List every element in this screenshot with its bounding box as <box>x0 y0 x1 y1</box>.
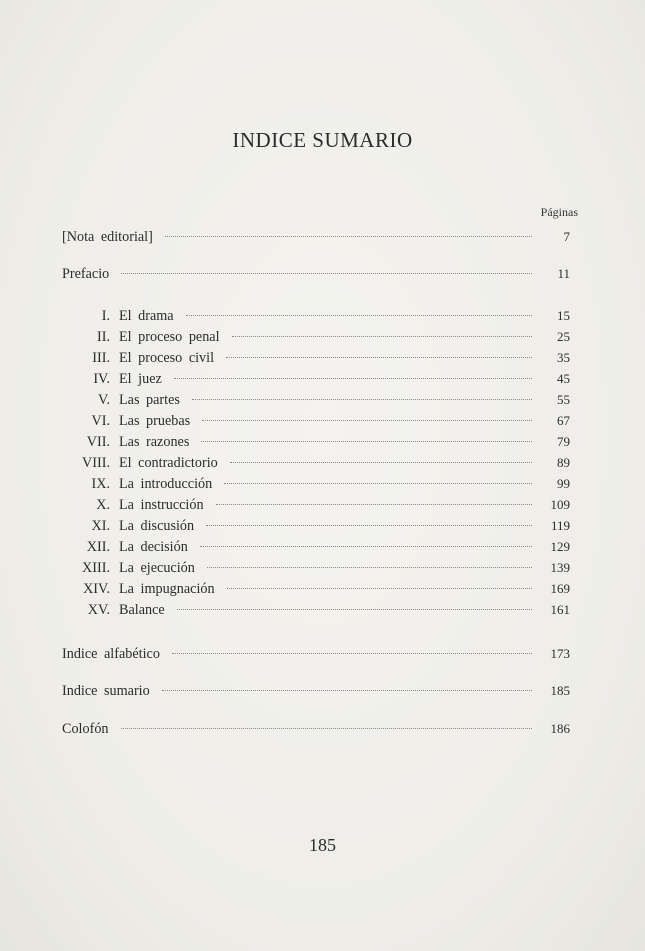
chapter-title: El contradictorio <box>119 455 218 471</box>
chapter-title: La impugnación <box>119 581 215 597</box>
chapter-title: La introducción <box>119 476 213 492</box>
chapter-page: 15 <box>557 308 570 323</box>
toc-chapter-viii <box>62 454 570 472</box>
chapter-number: IV. <box>93 371 110 387</box>
toc-entry-label: Colofón <box>62 721 109 737</box>
toc-chapter-xiii <box>62 559 570 577</box>
leader-dots <box>200 546 532 547</box>
chapter-number: V. <box>98 392 110 408</box>
leader-dots <box>226 357 532 358</box>
pages-column-header: Páginas <box>540 205 578 219</box>
chapter-number: XV. <box>87 602 110 618</box>
toc-entry-page: 11 <box>557 266 570 281</box>
toc-entry-prefacio <box>62 265 570 283</box>
chapter-title: Las partes <box>119 392 180 408</box>
toc-chapter-vi <box>62 412 570 430</box>
chapter-title: Las razones <box>119 434 190 450</box>
toc-chapter-xv <box>62 601 570 619</box>
leader-dots <box>216 504 532 505</box>
chapter-number: VI. <box>91 413 110 429</box>
chapter-page: 129 <box>550 539 570 554</box>
toc-chapter-xi <box>62 517 570 535</box>
chapter-number: II. <box>97 329 110 345</box>
toc-chapter-i <box>62 307 570 325</box>
chapter-title: La decisión <box>119 539 188 555</box>
chapter-title: Balance <box>119 602 165 618</box>
chapter-page: 45 <box>557 371 570 386</box>
toc-entry-label: [Nota editorial] <box>62 229 153 245</box>
leader-dots <box>232 336 532 337</box>
chapter-title: El proceso penal <box>119 329 220 345</box>
chapter-number: VII. <box>86 434 110 450</box>
toc-chapter-xiv <box>62 580 570 598</box>
chapter-page: 161 <box>550 602 570 617</box>
chapter-page: 99 <box>557 476 570 491</box>
toc-chapter-iii <box>62 349 570 367</box>
toc-entry-indice-sumario <box>62 682 570 700</box>
chapter-number: XI. <box>91 518 110 534</box>
leader-dots <box>192 399 532 400</box>
page-folio-number: 185 <box>309 835 336 855</box>
leader-dots <box>230 462 532 463</box>
leader-dots <box>121 728 532 729</box>
toc-entry-nota-editorial <box>62 228 570 246</box>
chapter-page: 55 <box>557 392 570 407</box>
chapter-number: XII. <box>86 539 110 555</box>
leader-dots <box>121 273 532 274</box>
chapter-title: El juez <box>119 371 162 387</box>
chapter-title: El proceso civil <box>119 350 215 366</box>
toc-entry-page: 173 <box>550 646 570 661</box>
leader-dots <box>177 609 532 610</box>
chapter-page: 119 <box>550 518 570 533</box>
chapter-page: 89 <box>557 455 570 470</box>
chapter-number: XIV. <box>83 581 110 597</box>
toc-chapter-iv <box>62 370 570 388</box>
chapter-number: XIII. <box>82 560 110 576</box>
chapter-title: La instrucción <box>119 497 204 513</box>
chapter-number: X. <box>96 497 110 513</box>
leader-dots <box>174 378 532 379</box>
chapter-number: I. <box>101 308 110 324</box>
toc-chapter-ii <box>62 328 570 346</box>
chapter-number: IX. <box>91 476 110 492</box>
chapter-page: 109 <box>550 497 570 512</box>
toc-entry-label: Indice sumario <box>62 683 150 699</box>
toc-entry-page: 185 <box>550 683 570 698</box>
chapter-number: III. <box>92 350 110 366</box>
chapter-page: 79 <box>557 434 570 449</box>
chapter-title: Las pruebas <box>119 413 191 429</box>
toc-entry-indice-alfabetico <box>62 645 570 663</box>
toc-entry-colofon <box>62 720 570 738</box>
toc-chapter-x <box>62 496 570 514</box>
chapter-page: 139 <box>550 560 570 575</box>
chapter-page: 35 <box>557 350 570 365</box>
chapter-page: 169 <box>550 581 570 596</box>
toc-chapter-xii <box>62 538 570 556</box>
leader-dots <box>165 236 532 237</box>
chapter-title: La ejecución <box>119 560 195 576</box>
leader-dots <box>227 588 532 589</box>
chapter-page: 25 <box>557 329 570 344</box>
leader-dots <box>202 420 532 421</box>
leader-dots <box>224 483 532 484</box>
chapter-page: 67 <box>557 413 570 428</box>
leader-dots <box>162 690 532 691</box>
toc-entry-page: 7 <box>563 229 570 244</box>
chapter-title: El drama <box>119 308 174 324</box>
leader-dots <box>172 653 532 654</box>
leader-dots <box>206 525 532 526</box>
page-title: INDICE SUMARIO <box>232 128 413 152</box>
toc-entry-label: Indice alfabético <box>62 646 160 662</box>
toc-chapter-ix <box>62 475 570 493</box>
toc-entry-page: 186 <box>550 721 570 736</box>
leader-dots <box>207 567 532 568</box>
chapter-number: VIII. <box>82 455 110 471</box>
toc-chapter-v <box>62 391 570 409</box>
toc-entry-label: Prefacio <box>62 266 110 282</box>
leader-dots <box>201 441 532 442</box>
chapter-title: La discusión <box>119 518 195 534</box>
toc-chapter-vii <box>62 433 570 451</box>
leader-dots <box>186 315 532 316</box>
